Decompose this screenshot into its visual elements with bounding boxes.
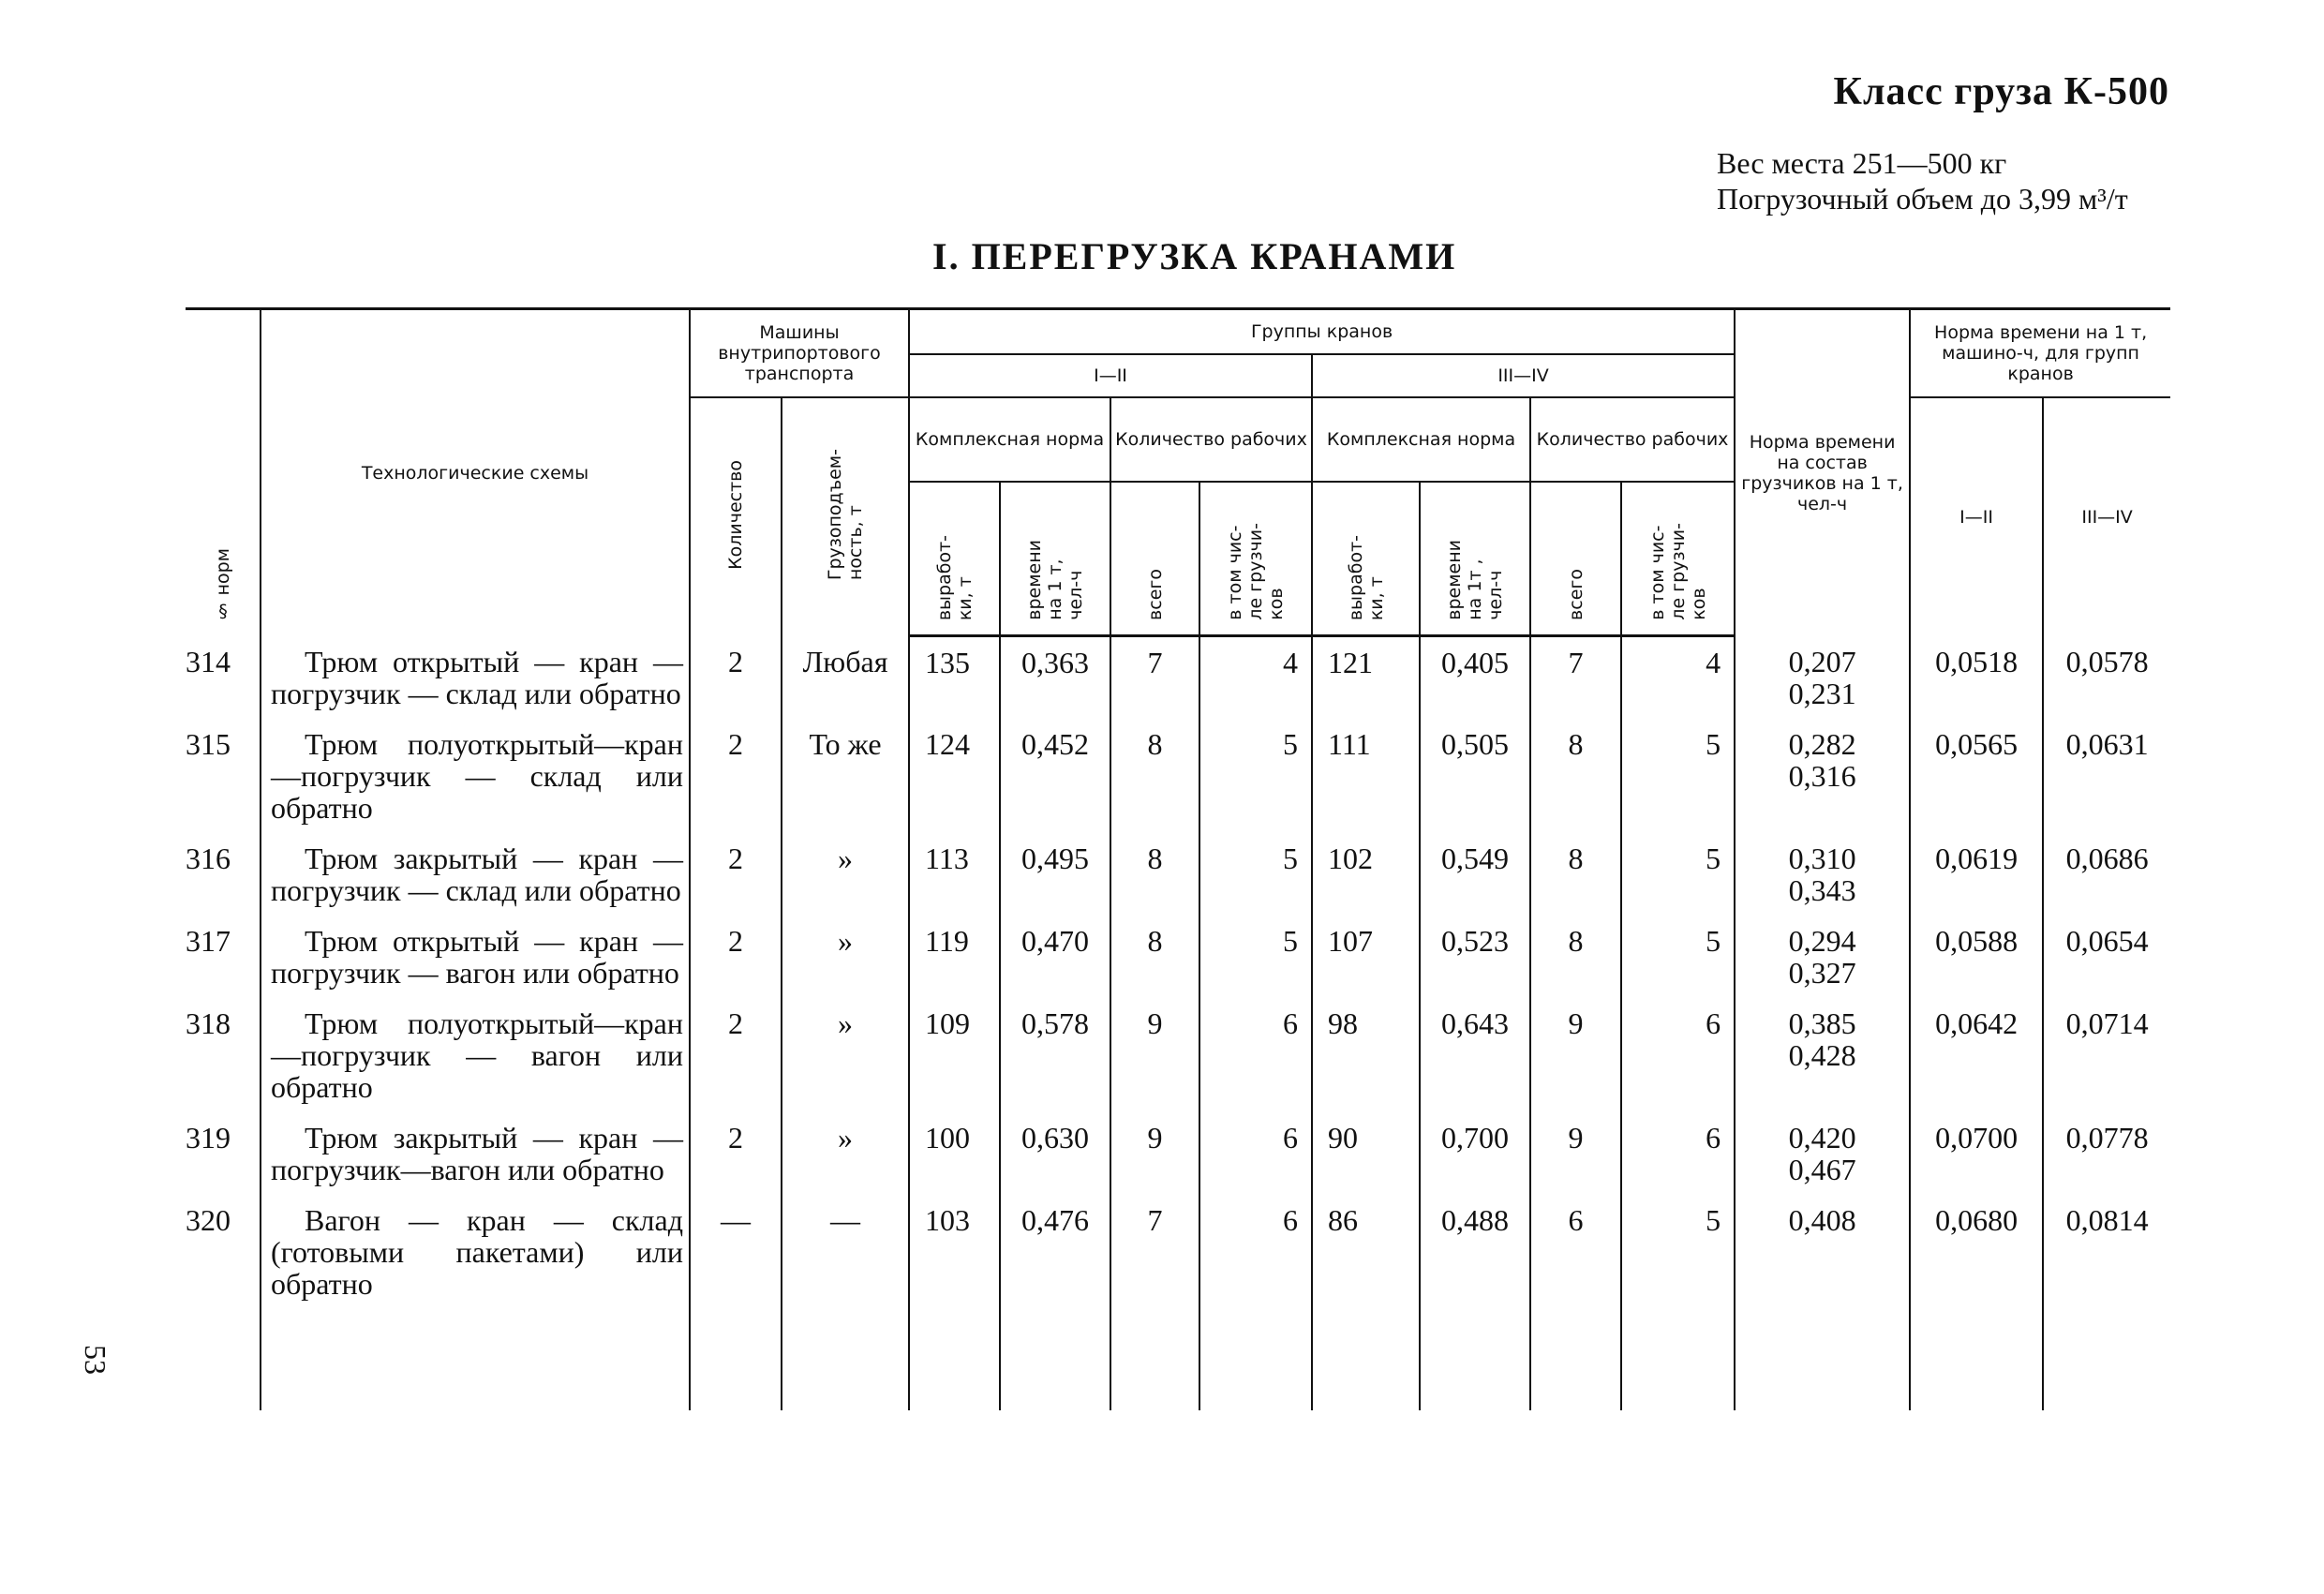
loader-norm-cell [1735,1112,1910,1195]
scheme-cell: Трюм полуоткрытый—кран—погрузчик — вагон или обратно [261,998,690,1112]
table-body [186,636,2170,1410]
g2-loaders-cell: 6 [1621,1112,1735,1195]
cargo-parameters [1717,145,2128,216]
header-machines-capacity: Грузоподъем- ность, т [782,397,909,636]
g1-output-cell: 119 [909,916,1000,998]
g1-loaders-cell: 5 [1199,916,1312,998]
machine-time-1-2-cell: 0,0565 [1910,719,2043,833]
header-norm-no: § норм [212,548,233,622]
machine-time-1-2-cell: 0,0588 [1910,916,2043,998]
machine-time-1-2-cell: 0,0700 [1910,1112,2043,1195]
header-loader-time-norm: Норма времени на состав грузчиков на 1 т, чел-ч [1735,309,1910,636]
g1-loaders-cell: 6 [1199,1112,1312,1195]
g1-output-cell: 109 [909,998,1000,1112]
g2-output-cell: 121 [1312,636,1420,719]
g2-output-cell: 98 [1312,998,1420,1112]
g2-time-cell: 0,643 [1420,998,1530,1112]
loader-norm-value: 0,385 [1788,1006,1856,1040]
header-mt-1-2: I—II [1910,397,2043,636]
loader-norm-cell [1735,916,1910,998]
g2-time-cell: 0,700 [1420,1112,1530,1195]
g2-loaders-cell: 4 [1621,636,1735,719]
machine-time-3-4-cell: 0,0778 [2043,1112,2170,1195]
header-output-1: выработ- ки, т [909,482,1000,636]
machine-count-cell: 2 [690,833,782,916]
machine-time-1-2-cell: 0,0518 [1910,636,2043,719]
norm-number: 315 [186,726,231,761]
loader-norm-cell [1735,636,1910,719]
g2-loaders-cell: 6 [1621,998,1735,1112]
loader-norm-value: 0,294 [1788,923,1856,958]
norm-number: 316 [186,841,231,875]
machine-time-1-2-cell: 0,0642 [1910,998,2043,1112]
header-workers-2: Количество рабочих [1530,397,1735,482]
g1-time-cell: 0,363 [1000,636,1110,719]
header-group-1-2: I—II [909,354,1312,397]
section-title: I. ПЕРЕГРУЗКА КРАНАМИ [932,235,1457,277]
machine-time-3-4-cell: 0,0631 [2043,719,2170,833]
g1-output-cell: 113 [909,833,1000,916]
machine-count-cell: — [690,1195,782,1309]
machine-capacity-cell: » [782,916,909,998]
g2-loaders-cell: 5 [1621,833,1735,916]
scheme-cell: Трюм открытый — кран — погрузчик — вагон или обратно [261,916,690,998]
table-row [186,1112,2170,1195]
header-including-loaders-2: в том чис- ле грузчи- ков [1621,482,1735,636]
scheme-cell: Трюм закрытый — кран — погрузчик—вагон или обратно [261,1112,690,1195]
machine-time-3-4-cell: 0,0654 [2043,916,2170,998]
g2-output-cell: 90 [1312,1112,1420,1195]
g2-time-cell: 0,523 [1420,916,1530,998]
scheme-cell: Вагон — кран — склад (готовыми пакетами) или обратно [261,1195,690,1309]
loader-norm-cell [1735,719,1910,833]
loader-norm-value: 0,408 [1788,1202,1856,1237]
header-complex-norm-2: Комплексная норма [1312,397,1530,482]
page-number: 53 [79,1345,112,1375]
loader-norm-value-alt: 0,327 [1788,955,1856,990]
g1-time-cell: 0,452 [1000,719,1110,833]
header-workers-1: Количество рабочих [1110,397,1312,482]
g2-time-cell: 0,405 [1420,636,1530,719]
g1-workers-total-cell: 8 [1110,833,1199,916]
g2-workers-total-cell: 9 [1530,998,1621,1112]
class-title: Класс груза К-500 [1833,70,2169,113]
g2-output-cell: 86 [1312,1195,1420,1309]
header-total-1: всего [1110,482,1199,636]
header-including-loaders-1: в том чис- ле грузчи- ков [1199,482,1312,636]
loader-norm-value: 0,207 [1788,644,1856,678]
g2-time-cell: 0,549 [1420,833,1530,916]
g1-workers-total-cell: 7 [1110,636,1199,719]
g1-output-cell: 124 [909,719,1000,833]
table-row [186,916,2170,998]
g2-workers-total-cell: 6 [1530,1195,1621,1309]
header-time-per-t-1: времени на 1 т, чел-ч [1000,482,1110,636]
loading-volume: Погрузочный объем до 3,99 м³/т [1717,182,2128,216]
g2-workers-total-cell: 8 [1530,719,1621,833]
header-group-3-4: III—IV [1312,354,1735,397]
machine-count-cell: 2 [690,998,782,1112]
machine-count-cell: 2 [690,916,782,998]
g2-workers-total-cell: 8 [1530,916,1621,998]
loader-norm-value: 0,420 [1788,1120,1856,1155]
header-complex-norm-1: Комплексная норма [909,397,1110,482]
place-weight: Вес места 251—500 кг [1717,146,2007,180]
header-output-2: выработ- ки, т [1312,482,1420,636]
norm-number: 320 [186,1202,231,1237]
g1-workers-total-cell: 8 [1110,719,1199,833]
g2-loaders-cell: 5 [1621,1195,1735,1309]
table-spacer [186,1309,2170,1410]
loader-norm-value-alt: 0,428 [1788,1037,1856,1072]
machine-capacity-cell: Любая [782,636,909,719]
g1-workers-total-cell: 7 [1110,1195,1199,1309]
table-row [186,998,2170,1112]
loader-norm-value-alt: 0,231 [1788,676,1856,710]
loader-norm-value-alt: 0,343 [1788,872,1856,907]
loader-norm-value-alt: 0,316 [1788,758,1856,793]
table-row [186,636,2170,719]
machine-count-cell: 2 [690,1112,782,1195]
norm-number: 319 [186,1120,231,1155]
header-machines-count: Количество [690,397,782,636]
loader-norm-cell [1735,833,1910,916]
header-total-2: всего [1530,482,1621,636]
machine-time-1-2-cell: 0,0619 [1910,833,2043,916]
g1-time-cell: 0,630 [1000,1112,1110,1195]
machine-capacity-cell: » [782,998,909,1112]
g1-loaders-cell: 6 [1199,1195,1312,1309]
scheme-cell: Трюм полуоткрытый—кран—погрузчик — склад или обратно [261,719,690,833]
g2-output-cell: 107 [1312,916,1420,998]
machine-capacity-cell: То же [782,719,909,833]
norms-table [186,307,2170,1410]
machine-capacity-cell: » [782,1112,909,1195]
machine-time-3-4-cell: 0,0578 [2043,636,2170,719]
machine-capacity-cell: » [782,833,909,916]
g2-loaders-cell: 5 [1621,916,1735,998]
g2-workers-total-cell: 8 [1530,833,1621,916]
loader-norm-value: 0,310 [1788,841,1856,875]
g1-workers-total-cell: 9 [1110,998,1199,1112]
norm-number: 318 [186,1006,231,1040]
g1-output-cell: 135 [909,636,1000,719]
g1-time-cell: 0,470 [1000,916,1110,998]
loader-norm-cell [1735,1195,1910,1309]
machine-time-3-4-cell: 0,0714 [2043,998,2170,1112]
table-row [186,719,2170,833]
g2-loaders-cell: 5 [1621,719,1735,833]
header-crane-groups: Группы кранов [909,309,1735,355]
loader-norm-value-alt: 0,467 [1788,1152,1856,1186]
table-row [186,833,2170,916]
header-machine-time-norm: Норма времени на 1 т, машино-ч, для групп кранов [1910,309,2170,398]
scheme-cell: Трюм открытый — кран — погрузчик — склад или обратно [261,636,690,719]
g1-time-cell: 0,476 [1000,1195,1110,1309]
g1-loaders-cell: 5 [1199,833,1312,916]
g2-time-cell: 0,488 [1420,1195,1530,1309]
machine-count-cell: 2 [690,636,782,719]
table-row [186,1195,2170,1309]
norm-number: 317 [186,923,231,958]
machine-time-3-4-cell: 0,0686 [2043,833,2170,916]
machine-time-1-2-cell: 0,0680 [1910,1195,2043,1309]
g2-workers-total-cell: 9 [1530,1112,1621,1195]
g2-workers-total-cell: 7 [1530,636,1621,719]
norm-number: 314 [186,644,231,678]
machine-time-3-4-cell: 0,0814 [2043,1195,2170,1309]
g1-time-cell: 0,578 [1000,998,1110,1112]
header-mt-3-4: III—IV [2043,397,2170,636]
header-time-per-t-2: времени на 1т , чел-ч [1420,482,1530,636]
g1-loaders-cell: 5 [1199,719,1312,833]
g2-output-cell: 102 [1312,833,1420,916]
loader-norm-cell [1735,998,1910,1112]
machine-capacity-cell: — [782,1195,909,1309]
g1-loaders-cell: 6 [1199,998,1312,1112]
g1-output-cell: 100 [909,1112,1000,1195]
g1-loaders-cell: 4 [1199,636,1312,719]
header-machines: Машины внутрипортового транспорта [690,309,909,398]
g1-workers-total-cell: 8 [1110,916,1199,998]
header-schemes: Технологические схемы [261,309,690,636]
g1-output-cell: 103 [909,1195,1000,1309]
g2-time-cell: 0,505 [1420,719,1530,833]
g2-output-cell: 111 [1312,719,1420,833]
g1-workers-total-cell: 9 [1110,1112,1199,1195]
scheme-cell: Трюм закрытый — кран — погрузчик — склад или обратно [261,833,690,916]
g1-time-cell: 0,495 [1000,833,1110,916]
loader-norm-value: 0,282 [1788,726,1856,761]
machine-count-cell: 2 [690,719,782,833]
